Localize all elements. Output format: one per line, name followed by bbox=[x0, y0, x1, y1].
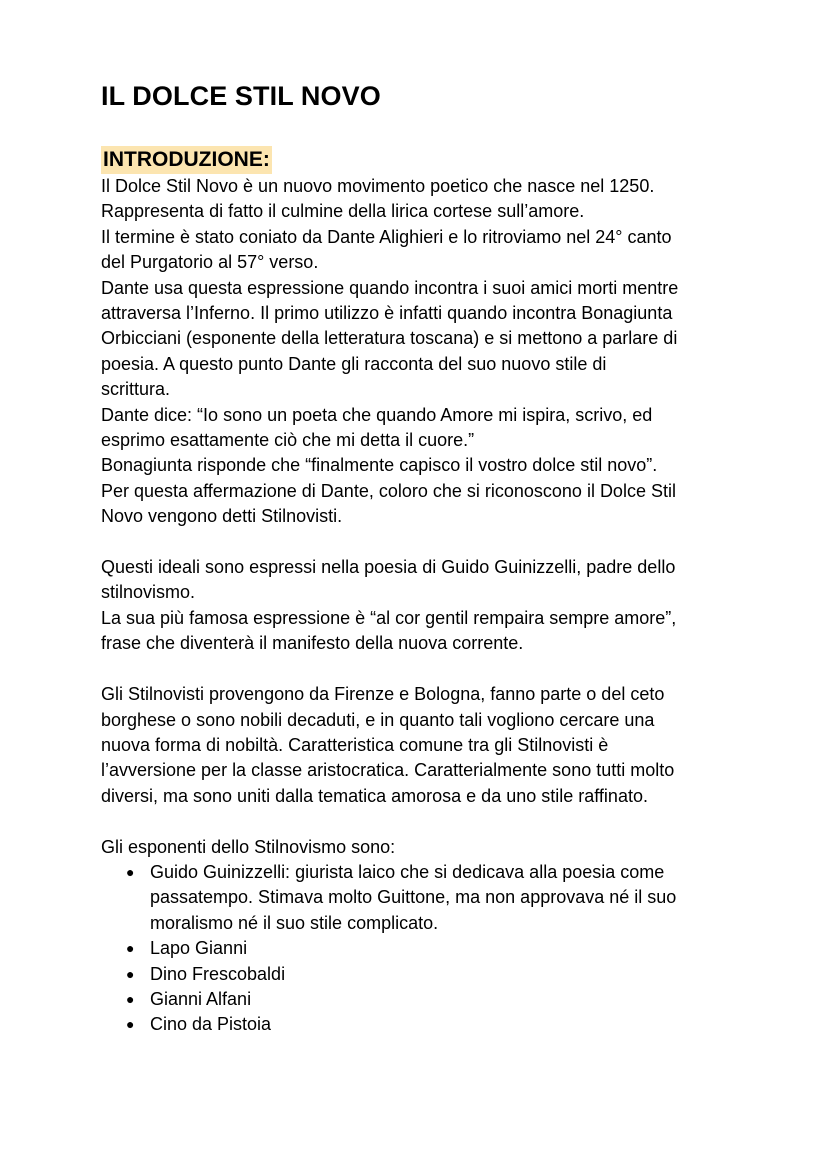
text-line: esprimo esattamente ciò che mi detta il cuore.” bbox=[101, 430, 475, 451]
stilnovisti-paragraph bbox=[101, 682, 741, 809]
intro-paragraph bbox=[101, 174, 741, 530]
text-line: stilnovismo. bbox=[101, 582, 196, 603]
bullet-icon: ● bbox=[126, 940, 135, 957]
list-item bbox=[101, 860, 741, 936]
paragraph-gap bbox=[101, 657, 741, 682]
text-line: l’avversione per la classe aristocratica. Caratterialmente sono tutti molto bbox=[101, 760, 675, 781]
text-line: frase che diventerà il manifesto della nuova corrente. bbox=[101, 633, 524, 654]
bullet-icon: ● bbox=[126, 990, 135, 1007]
text-line: Gianni Alfani bbox=[150, 988, 252, 1009]
text-line: La sua più famosa espressione è “al cor gentil rempaira sempre amore”, bbox=[101, 607, 677, 628]
text-line: attraversa l’Inferno. Il primo utilizzo è infatti quando incontra Bonagiunta bbox=[101, 303, 673, 324]
list-item bbox=[101, 962, 741, 987]
bullet-icon: ● bbox=[126, 1016, 135, 1033]
exponents-intro: Gli esponenti dello Stilnovismo sono: bbox=[101, 836, 396, 857]
bullet-icon: ● bbox=[126, 965, 135, 982]
intro-heading: INTRODUZIONE: bbox=[101, 146, 272, 174]
text-line: Questi ideali sono espressi nella poesia di Guido Guinizzelli, padre dello bbox=[101, 557, 676, 578]
text-line: poesia. A questo punto Dante gli racconta del suo nuovo stile di bbox=[101, 353, 607, 374]
paragraph-gap bbox=[101, 809, 741, 834]
text-line: Orbicciani (esponente della letteratura toscana) e si mettono a parlare di bbox=[101, 328, 678, 349]
text-line: Lapo Gianni bbox=[150, 938, 248, 959]
text-line: Dino Frescobaldi bbox=[150, 963, 286, 984]
text-line: scrittura. bbox=[101, 379, 171, 400]
bullet-icon: ● bbox=[126, 863, 135, 880]
text-line: Dante usa questa espressione quando incontra i suoi amici morti mentre bbox=[101, 277, 679, 298]
list-item bbox=[101, 936, 741, 961]
text-line: Novo vengono detti Stilnovisti. bbox=[101, 506, 343, 527]
text-line: diversi, ma sono uniti dalla tematica amorosa e da uno stile raffinato. bbox=[101, 785, 648, 806]
paragraph-gap bbox=[101, 530, 741, 555]
list-item bbox=[101, 1012, 741, 1037]
document-page bbox=[101, 76, 741, 1038]
text-line: Il termine è stato coniato da Dante Alighieri e lo ritroviamo nel 24° canto bbox=[101, 226, 672, 247]
text-line: Dante dice: “Io sono un poeta che quando Amore mi ispira, scrivo, ed bbox=[101, 404, 653, 425]
ideals-paragraph bbox=[101, 555, 741, 657]
text-line: nuova forma di nobiltà. Caratteristica comune tra gli Stilnovisti è bbox=[101, 734, 609, 755]
text-line: Cino da Pistoia bbox=[150, 1014, 272, 1035]
text-line: Per questa affermazione di Dante, coloro che si riconoscono il Dolce Stil bbox=[101, 480, 676, 501]
text-line: Bonagiunta risponde che “finalmente capisco il vostro dolce stil novo”. bbox=[101, 455, 658, 476]
text-line: Gli Stilnovisti provengono da Firenze e Bologna, fanno parte o del ceto bbox=[101, 684, 665, 705]
text-line: borghese o sono nobili decaduti, e in quanto tali vogliono cercare una bbox=[101, 709, 655, 730]
text-line: moralismo né il suo stile complicato. bbox=[150, 912, 439, 933]
text-line: Rappresenta di fatto il culmine della lirica cortese sull’amore. bbox=[101, 201, 585, 222]
text-line: passatempo. Stimava molto Guittone, ma non approvava né il suo bbox=[150, 887, 677, 908]
list-item bbox=[101, 987, 741, 1012]
text-line: del Purgatorio al 57° verso. bbox=[101, 252, 319, 273]
exponents-list bbox=[101, 860, 741, 1038]
text-line: Guido Guinizzelli: giurista laico che si dedicava alla poesia come bbox=[150, 861, 665, 882]
document-title: IL DOLCE STIL NOVO bbox=[101, 81, 381, 111]
text-line: Il Dolce Stil Novo è un nuovo movimento poetico che nasce nel 1250. bbox=[101, 176, 655, 196]
